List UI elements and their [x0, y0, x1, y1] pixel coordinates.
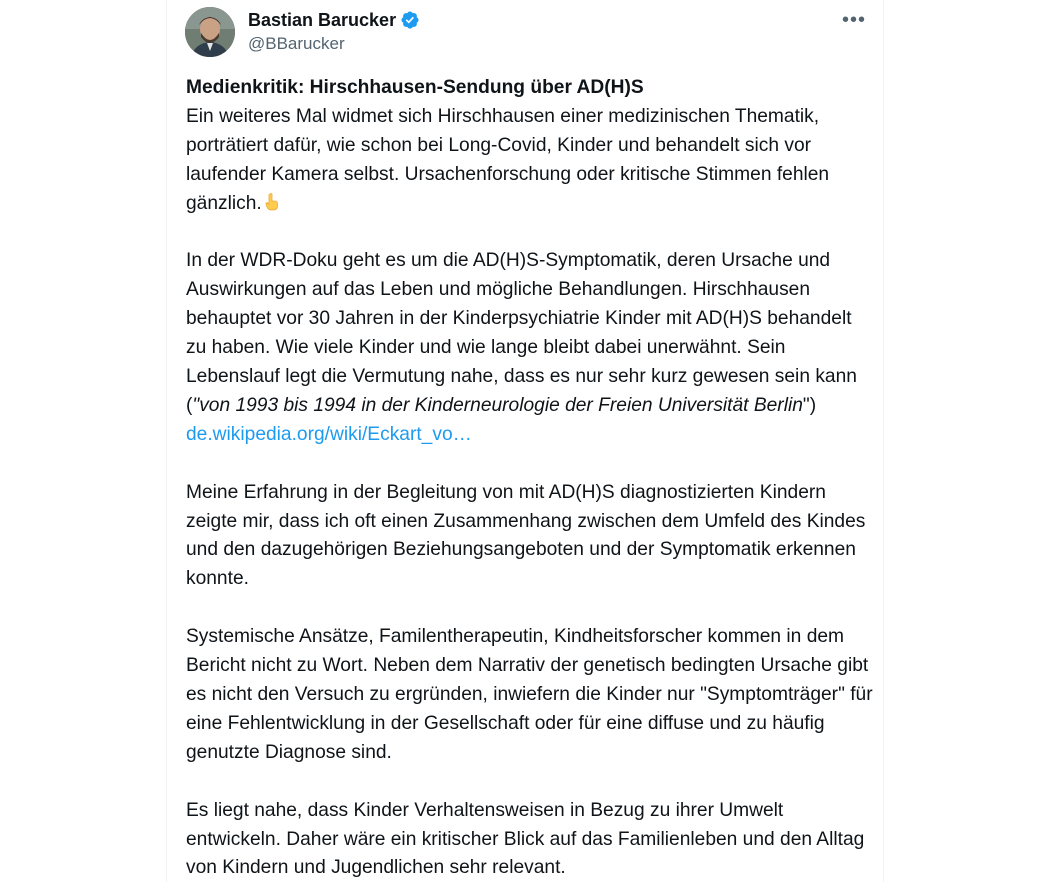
paragraph-2-close: "): [802, 394, 817, 416]
more-options-button[interactable]: [837, 8, 871, 32]
author-handle[interactable]: @BBarucker: [248, 34, 345, 53]
paragraph-2-quote: "von 1993 bis 1994 in der Kinderneurologie der Freien Universität Berlin: [192, 394, 803, 416]
paragraph-4: Systemische Ansätze, Familentherapeutin, Kindheitsforscher kommen in dem Bericht nicht zu Wort. Neben dem Narrativ der genetisch bedingten Ursache gibt es nicht den Versuch zu ergründen, inwiefern die Kinder nur "Symptomträger" für eine Fehlentwicklung in der Gesellschaft oder für eine diffuse und zu häufig genutzte Diagnose sind.: [186, 626, 873, 763]
paragraph-2: In der WDR-Doku geht es um die AD(H)S-Symptomatik, deren Ursache und Auswirkungen auf das Leben und mögliche Behandlungen. Hirschhausen behauptet vor 30 Jahren in der Kinderpsychiatrie Kinder mit AD(H)S behandelt zu haben. Wie viele Kinder und wie lange bleibt dabei unerwähnt. Sein Lebenslauf legt die Vermutung nahe, dass es nur sehr kurz gewesen sein kann (: [186, 250, 857, 416]
paragraph-3: Meine Erfahrung in der Begleitung von mit AD(H)S diagnostizierten Kindern zeigte mir, dass ich oft einen Zusammenhang zwischen dem Umfeld des Kindes und den dazugehörigen Beziehungsangeboten und der Symptomatik erkennen konnte.: [186, 481, 866, 590]
author-row: [248, 8, 420, 32]
avatar[interactable]: [185, 7, 235, 57]
more-icon: •••: [841, 8, 866, 31]
paragraph-1: Ein weiteres Mal widmet sich Hirschhausen einer medizinischen Thematik, porträtiert dafür, wie schon bei Long-Covid, Kinder und behandelt sich vor laufender Kamera selbst. Ursachenforschung oder kritische Stimmen fehlen gänzlich.: [186, 105, 830, 214]
wikipedia-link[interactable]: de.wikipedia.org/wiki/Eckart_vo…: [186, 423, 472, 445]
tweet-card: [166, 0, 884, 882]
avatar-photo: [185, 7, 235, 57]
verified-badge-icon[interactable]: [400, 10, 420, 30]
author-name[interactable]: Bastian Barucker: [248, 9, 397, 30]
tweet-title: Medienkritik: Hirschhausen-Sendung über AD(H)S: [186, 77, 644, 98]
tweet-text: [186, 74, 876, 883]
pointing-down-emoji-icon: [262, 192, 282, 212]
paragraph-5: Es liegt nahe, dass Kinder Verhaltensweisen in Bezug zu ihrer Umwelt entwickeln. Daher wäre ein kritischer Blick auf das Familienleben und den Alltag von Kindern und Jugendlichen sehr relevant.: [186, 799, 865, 879]
